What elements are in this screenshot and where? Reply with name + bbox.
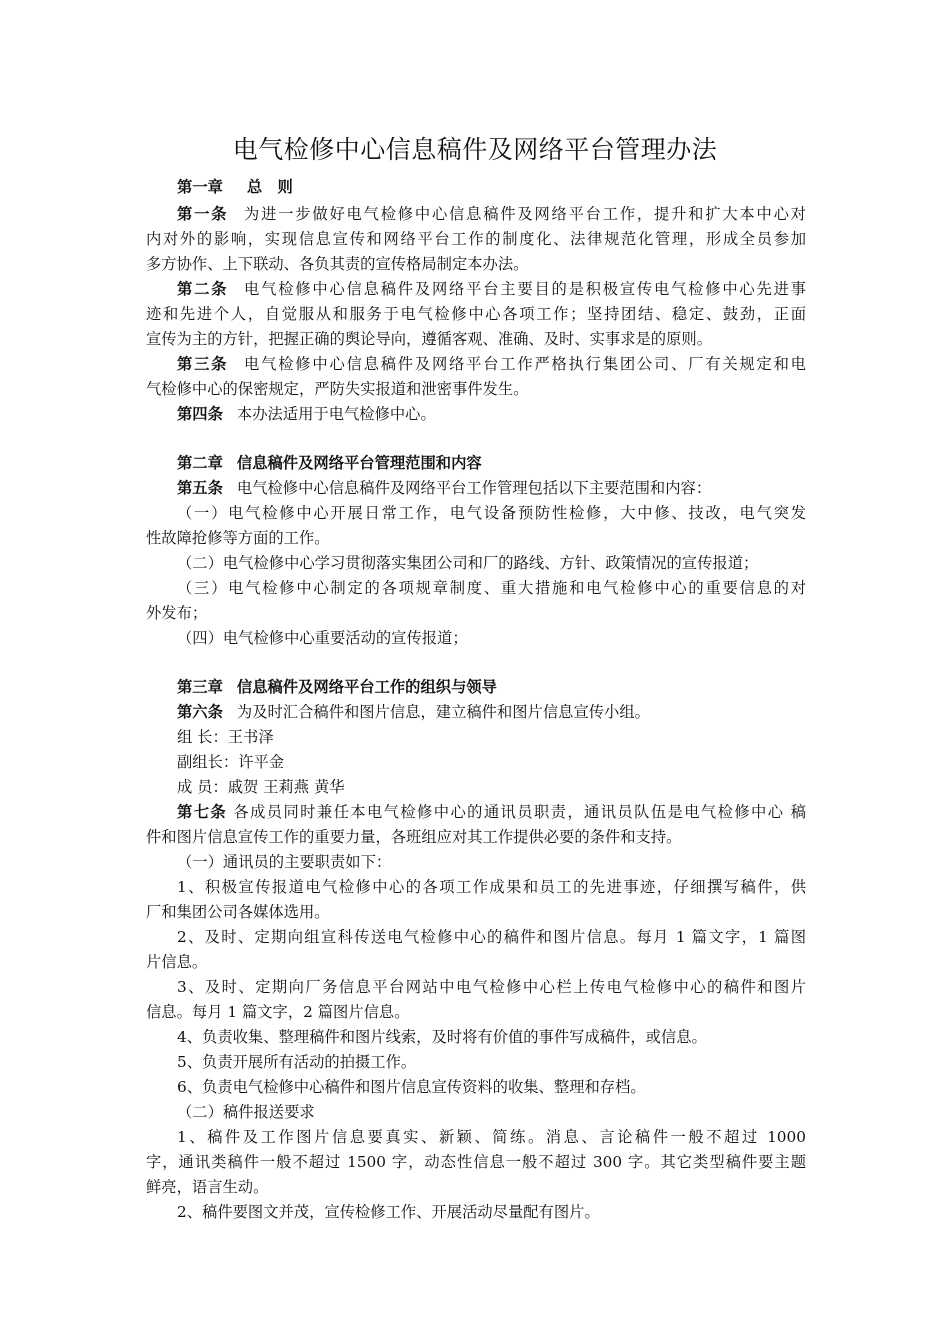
requirement-2: 2、稿件要图文并茂，宣传检修工作、开展活动尽量配有图片。 <box>177 1203 600 1221</box>
chapter-name: 信息稿件及网络平台管理范围和内容 <box>236 454 482 472</box>
article-5-line-1: 第五条 电气检修中心信息稿件及网络平台工作管理包括以下主要范围和内容： <box>177 479 712 497</box>
duty-1-cont: 厂和集团公司各媒体选用。 <box>146 903 330 921</box>
article-5-item-2: （二）电气检修中心学习贯彻落实集团公司和厂的路线、方针、政策情况的宣传报道； <box>177 554 759 572</box>
article-3-line-2: 气检修中心的保密规定，严防失实报道和泄密事件发生。 <box>146 380 529 398</box>
article-5-item-3-cont: 外发布； <box>146 604 208 622</box>
section-duties: （一）通讯员的主要职责如下： <box>177 853 392 871</box>
chapter-label: 第一章 <box>177 178 223 196</box>
article-label: 第四条 <box>177 405 223 423</box>
article-label: 第六条 <box>177 703 223 721</box>
chapter-label: 第三章 <box>177 678 223 696</box>
chapter-1-heading <box>177 176 806 198</box>
article-2-line-2: 迹和先进个人，自觉服从和服务于电气检修中心各项工作；坚持团结、稳定、鼓劲，正面 <box>146 305 806 323</box>
article-label: 第五条 <box>177 479 223 497</box>
article-7-line-2: 件和图片信息宣传工作的重要力量，各班组应对其工作提供必要的条件和支持。 <box>146 828 682 846</box>
article-5-item-3: （三）电气检修中心制定的各项规章制度、重大措施和电气检修中心的重要信息的对 <box>177 579 806 597</box>
requirement-1-cont: 字，通讯类稿件一般不超过 1500 字，动态性信息一般不超过 300 字。其它类型稿件要主题 <box>146 1153 806 1171</box>
duty-1: 1、积极宣传报道电气检修中心的各项工作成果和员工的先进事迹，仔细撰写稿件，供 <box>177 878 806 896</box>
article-label: 第一条 <box>177 205 229 223</box>
article-5-item-4: （四）电气检修中心重要活动的宣传报道； <box>177 629 468 647</box>
duty-2: 2、及时、定期向组宣科传送电气检修中心的稿件和图片信息。每月 1 篇文字，1 篇图 <box>177 928 806 946</box>
duty-4: 4、负责收集、整理稿件和图片线索，及时将有价值的事件写成稿件，或信息。 <box>177 1028 707 1046</box>
article-5-item-1: （一）电气检修中心开展日常工作，电气设备预防性检修，大中修、技改，电气突发 <box>177 504 806 522</box>
article-3-line-1: 第三条 电气检修中心信息稿件及网络平台工作严格执行集团公司、厂有关规定和电 <box>177 355 806 373</box>
duty-2-cont: 片信息。 <box>146 953 208 971</box>
chapter-3-heading <box>177 676 806 698</box>
article-label: 第二条 <box>177 280 229 298</box>
article-label: 第七条 <box>177 803 228 821</box>
duty-6: 6、负责电气检修中心稿件和图片信息宣传资料的收集、整理和存档。 <box>177 1078 646 1096</box>
article-5-item-1-cont: 性故障抢修等方面的工作。 <box>146 529 330 547</box>
requirement-1: 1、稿件及工作图片信息要真实、新颖、简练。消息、言论稿件一般不超过 1000 <box>177 1128 806 1146</box>
article-4-line-1: 第四条 本办法适用于电气检修中心。 <box>177 405 436 423</box>
requirement-1-cont-2: 鲜亮，语言生动。 <box>146 1178 269 1196</box>
duty-3-cont: 信息。每月 1 篇文字，2 篇图片信息。 <box>146 1003 410 1021</box>
article-2-line-1: 第二条 电气检修中心信息稿件及网络平台主要目的是积极宣传电气检修中心先进事 <box>177 280 806 298</box>
article-1-line-2: 内对外的影响，实现信息宣传和网络平台工作的制度化、法律规范化管理，形成全员参加 <box>146 230 806 248</box>
article-6-line-1: 第六条 为及时汇合稿件和图片信息，建立稿件和图片信息宣传小组。 <box>177 703 650 721</box>
article-1-line-1: 第一条 为进一步做好电气检修中心信息稿件及网络平台工作，提升和扩大本中心对 <box>177 205 806 223</box>
document-title: 电气检修中心信息稿件及网络平台管理办法 <box>232 135 718 164</box>
group-deputy: 副组长：许平金 <box>177 753 285 771</box>
group-leader: 组 长：王书泽 <box>177 728 274 746</box>
chapter-2-heading <box>177 452 806 474</box>
duty-3: 3、及时、定期向厂务信息平台网站中电气检修中心栏上传电气检修中心的稿件和图片 <box>177 978 806 996</box>
chapter-name: 总 则 <box>246 178 293 196</box>
chapter-label: 第二章 <box>177 454 223 472</box>
chapter-name: 信息稿件及网络平台工作的组织与领导 <box>236 678 497 696</box>
duty-5: 5、负责开展所有活动的拍摄工作。 <box>177 1053 417 1071</box>
group-members: 成 员：戚贺 王莉燕 黄华 <box>177 778 345 796</box>
article-1-line-3: 多方协作、上下联动、各负其责的宣传格局制定本办法。 <box>146 255 529 273</box>
article-label: 第三条 <box>177 355 229 373</box>
article-2-line-3: 宣传为主的方针，把握正确的舆论导向，遵循客观、准确、及时、实事求是的原则。 <box>146 330 712 348</box>
section-submission: （二）稿件报送要求 <box>177 1103 315 1121</box>
article-7-line-1: 第七条 各成员同时兼任本电气检修中心的通讯员职责，通讯员队伍是电气检修中心 稿 <box>177 803 806 821</box>
